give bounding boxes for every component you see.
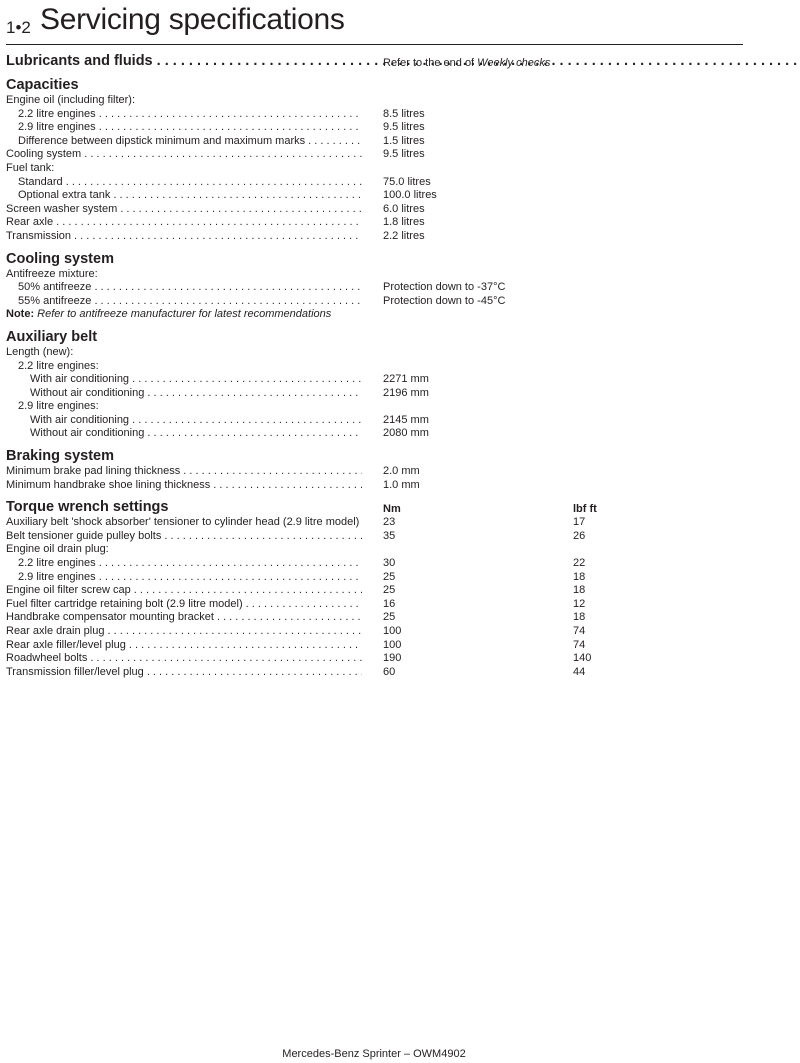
- page-title: Servicing specifications: [40, 3, 345, 36]
- torque-row: [6, 557, 741, 571]
- spec-content: [6, 52, 741, 679]
- note-label: Note:: [6, 308, 35, 321]
- torque-label: 2.2 litre engines . . .: [6, 557, 362, 571]
- torque-nm: 25: [383, 611, 396, 624]
- spec-row: [6, 373, 741, 387]
- spec-value: 2080 mm: [383, 427, 429, 440]
- spec-label: Fuel tank:: [6, 161, 55, 174]
- cooling-note: [6, 308, 741, 322]
- spec-row: [6, 121, 741, 135]
- torque-label: Engine oil drain plug:: [6, 543, 109, 556]
- spec-row: [6, 216, 741, 230]
- spec-row: [6, 162, 741, 176]
- lubricants-heading: Lubricants and fluids . . .: [6, 52, 362, 70]
- spec-label: Engine oil (including filter):: [6, 94, 136, 106]
- spec-row: [6, 230, 741, 244]
- spec-label: Minimum handbrake shoe lining thickness . . .: [6, 479, 362, 493]
- spec-value: 100.0 litres: [383, 189, 437, 202]
- spec-row: [6, 346, 741, 360]
- torque-lbf: 18: [573, 570, 586, 583]
- lubricants-value-text: Refer to the end of: [383, 57, 478, 69]
- spec-row: [6, 203, 741, 217]
- torque-label: Auxiliary belt 'shock absorber' tensioner to cylinder head (2.9 litre model) . . .: [6, 516, 362, 530]
- torque-header-row: [6, 498, 741, 516]
- spec-row: [6, 295, 741, 309]
- lbfft-column-header: lbf ft: [573, 503, 597, 516]
- torque-lbf: 12: [573, 597, 586, 610]
- torque-lbf: 44: [573, 665, 586, 678]
- spec-row: [6, 465, 741, 479]
- spec-row: [6, 108, 741, 122]
- spec-row: [6, 135, 741, 149]
- spec-value: 2271 mm: [383, 373, 429, 386]
- torque-row: [6, 639, 741, 653]
- capacities-heading: Capacities: [6, 77, 79, 93]
- torque-label: Handbrake compensator mounting bracket . . .: [6, 611, 362, 625]
- torque-row: [6, 625, 741, 639]
- spec-row: [6, 189, 741, 203]
- spec-value: 75.0 litres: [383, 175, 431, 188]
- spec-value: 1.8 litres: [383, 216, 425, 229]
- spec-value: 9.5 litres: [383, 121, 425, 134]
- torque-label: 2.9 litre engines . . .: [6, 571, 362, 585]
- spec-value: 2145 mm: [383, 413, 429, 426]
- torque-nm: 25: [383, 570, 396, 583]
- spec-value: 2196 mm: [383, 386, 429, 399]
- torque-nm: 60: [383, 665, 396, 678]
- spec-value: 2.2 litres: [383, 229, 425, 242]
- spec-value: 2.0 mm: [383, 465, 420, 478]
- spec-label: Optional extra tank . . .: [6, 189, 362, 203]
- spec-label: 2.9 litre engines . . .: [6, 121, 362, 135]
- spec-label: 2.9 litre engines:: [18, 400, 99, 413]
- torque-heading: Torque wrench settings: [6, 499, 169, 516]
- torque-nm: 30: [383, 557, 396, 570]
- spec-label: Without air conditioning . . .: [6, 427, 362, 441]
- torque-row: [6, 571, 741, 585]
- spec-value: 1.5 litres: [383, 134, 425, 147]
- spec-label: Difference between dipstick minimum and maximum marks . . .: [6, 135, 362, 149]
- spec-row: [6, 94, 741, 108]
- spec-row: [6, 281, 741, 295]
- spec-label: Standard . . .: [6, 176, 362, 190]
- nm-column-header: Nm: [383, 503, 401, 516]
- page-footer: Mercedes-Benz Sprinter – OWM4902: [282, 1048, 466, 1060]
- lubricants-value: [383, 54, 550, 72]
- spec-label: Minimum brake pad lining thickness . . .: [6, 465, 362, 479]
- torque-nm: 100: [383, 625, 402, 637]
- spec-label: 55% antifreeze . . .: [6, 295, 362, 309]
- torque-lbf: 26: [573, 529, 586, 542]
- torque-label: Roadwheel bolts . . .: [6, 652, 362, 666]
- torque-row: [6, 530, 741, 544]
- torque-label: Engine oil filter screw cap . . .: [6, 584, 362, 598]
- torque-lbf: 22: [573, 557, 586, 570]
- spec-label: Transmission . . .: [6, 230, 362, 244]
- torque-nm: 25: [383, 584, 396, 597]
- torque-row: [6, 584, 741, 598]
- spec-row: [6, 479, 741, 493]
- torque-row: [6, 666, 741, 680]
- spec-value: 8.5 litres: [383, 107, 425, 120]
- torque-label: Rear axle filler/level plug . . .: [6, 639, 362, 653]
- spec-row: [6, 427, 741, 441]
- torque-label: Fuel filter cartridge retaining bolt (2.9 litre model) . . .: [6, 598, 362, 612]
- spec-value: Protection down to -45°C: [383, 294, 506, 307]
- torque-lbf: 140: [573, 652, 592, 665]
- torque-label: Rear axle drain plug . . .: [6, 625, 362, 639]
- spec-row: [6, 176, 741, 190]
- belt-heading: Auxiliary belt: [6, 328, 98, 345]
- braking-heading: Braking system: [6, 448, 114, 465]
- spec-label: With air conditioning . . .: [6, 373, 362, 387]
- torque-label: Belt tensioner guide pulley bolts . . .: [6, 530, 362, 544]
- spec-row: [6, 268, 741, 282]
- torque-row: [6, 543, 741, 557]
- spec-row: [6, 148, 741, 162]
- spec-label: 2.2 litre engines:: [18, 359, 99, 372]
- spec-label: 50% antifreeze . . .: [6, 281, 362, 295]
- spec-label: Antifreeze mixture:: [6, 267, 98, 280]
- spec-value: 9.5 litres: [383, 148, 425, 161]
- page-header: [6, 4, 743, 45]
- spec-label: Screen washer system . . .: [6, 203, 362, 217]
- torque-lbf: 18: [573, 584, 586, 597]
- page-number: 1•2: [6, 18, 31, 37]
- torque-lbf: 74: [573, 638, 586, 651]
- spec-row: [6, 360, 741, 374]
- spec-label: Rear axle . . .: [6, 216, 362, 230]
- spec-label: Length (new):: [6, 345, 74, 358]
- torque-nm: 35: [383, 529, 396, 542]
- spec-value: Protection down to -37°C: [383, 281, 506, 294]
- torque-nm: 16: [383, 597, 396, 610]
- torque-row: [6, 598, 741, 612]
- lubricants-row: [6, 52, 741, 70]
- torque-row: [6, 516, 741, 530]
- spec-label: With air conditioning . . .: [6, 414, 362, 428]
- torque-label: Transmission filler/level plug . . .: [6, 666, 362, 680]
- spec-label: Cooling system . . .: [6, 148, 362, 162]
- torque-row: [6, 611, 741, 625]
- torque-row: [6, 652, 741, 666]
- spec-label: Without air conditioning . . .: [6, 387, 362, 401]
- torque-nm: 23: [383, 516, 396, 529]
- torque-lbf: 17: [573, 516, 586, 529]
- spec-label: 2.2 litre engines . . .: [6, 108, 362, 122]
- cooling-heading: Cooling system: [6, 250, 114, 267]
- torque-nm: 190: [383, 652, 402, 665]
- spec-value: 1.0 mm: [383, 478, 420, 491]
- weekly-checks-ref: Weekly checks: [477, 57, 551, 69]
- spec-row: [6, 400, 741, 414]
- spec-row: [6, 387, 741, 401]
- spec-row: [6, 414, 741, 428]
- spec-value: 6.0 litres: [383, 202, 425, 215]
- note-text: Refer to antifreeze manufacturer for latest recommendations: [37, 308, 332, 321]
- torque-lbf: 18: [573, 611, 586, 624]
- torque-lbf: 74: [573, 625, 586, 637]
- torque-nm: 100: [383, 638, 402, 651]
